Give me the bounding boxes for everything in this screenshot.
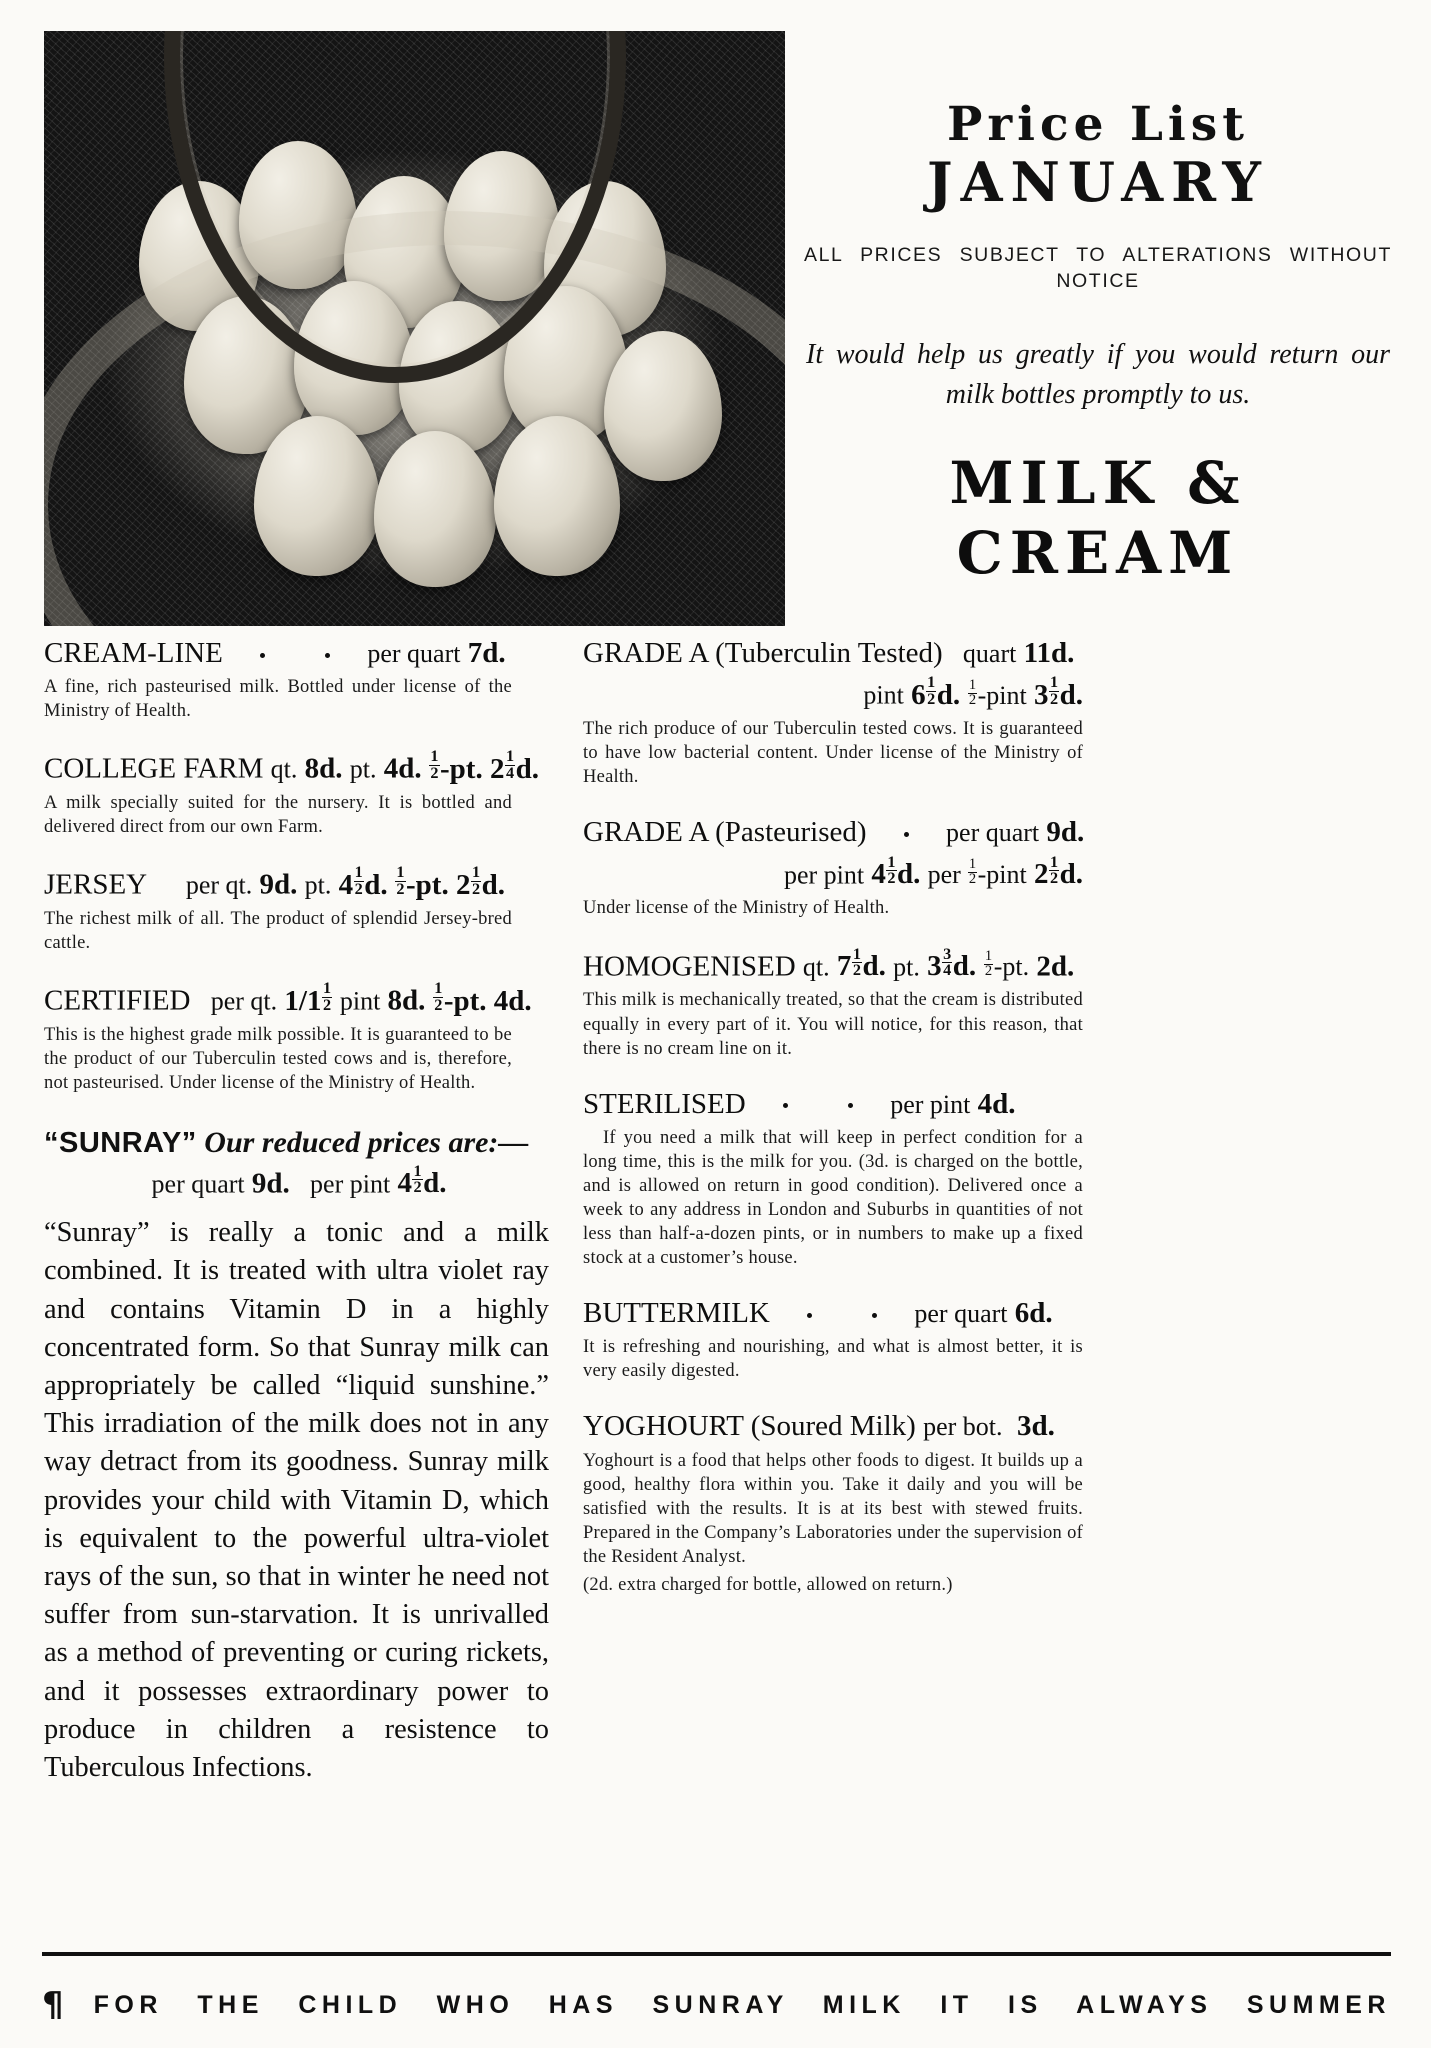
masthead-region <box>0 0 1431 640</box>
sunray-prices: per quart 9d. per pint 4 $\frac{1}{2}$ d. <box>151 1161 447 1200</box>
basket-of-eggs-photo <box>44 31 785 626</box>
sunray-heading <box>44 1126 554 1160</box>
product-name: YOGHOURT (Soured Milk) <box>583 1410 916 1443</box>
price-entry-yoghourt <box>583 1409 1083 1597</box>
right-price-column <box>583 636 1083 1623</box>
price-entry-sunray <box>44 1126 554 1788</box>
section-title-milk: MILK & <box>949 449 1247 518</box>
price-entry-sterilised <box>583 1087 1083 1271</box>
price-entry-heading: BUTTERMILK per quart 6d. <box>583 1297 1053 1330</box>
product-name: BUTTERMILK <box>583 1297 770 1330</box>
price-entry-buttermilk <box>583 1296 1083 1383</box>
price-entry-heading: YOGHOURT (Soured Milk) per bot. 3d. <box>583 1410 1055 1443</box>
masthead-text <box>800 97 1396 588</box>
price-entry-jersey <box>44 865 554 955</box>
price-entry-heading: GRADE A (Pasteurised) per quart 9d. <box>583 816 1085 849</box>
price-columns <box>0 636 1431 1936</box>
product-name: CREAM-LINE <box>44 637 223 669</box>
price-entry-heading: GRADE A (Tuberculin Tested) quart 11d. <box>583 637 1075 669</box>
pilcrow-icon: ¶ <box>42 1985 64 2025</box>
product-description: Under license of the Ministry of Health. <box>583 898 890 919</box>
price-entry-heading: HOMOGENISED qt. 7 $\frac{1}{2}$ d. pt. 3 $\frac{3}{4}$ d. $\frac{1}{2}$ -pt. 2d. <box>583 944 1075 983</box>
product-description-note: (2d. extra charged for bottle, allowed on return.) <box>583 1574 953 1595</box>
product-name: JERSEY <box>44 869 147 902</box>
product-description: Yoghourt is a food that helps other foods to digest. It builds up a good, healthy flora within you. Take it daily and you will be satisfied with the results. It is at its best with stewed fruits. Prepared in the Company’s Laboratories under the supervision of the Resident Analyst. <box>583 1450 1083 1567</box>
price-value: 7d. <box>467 637 506 669</box>
product-name: HOMOGENISED <box>583 950 796 983</box>
product-description: The rich produce of our Tuberculin tested cows. It is guaranteed to have low bacterial content. Under license of the Ministry of Health. <box>583 719 1083 788</box>
leader-dot <box>872 1313 877 1318</box>
product-description: This is the highest grade milk possible. It is guaranteed to be the product of our Tuberculin tested cows and is, therefore, not pasteurised. Under license of the Ministry of Health. <box>44 1025 512 1094</box>
price-entry-heading <box>44 636 554 670</box>
price-entry-heading-line2: per pint 4 $\frac{1}{2}$ d. per $\frac{1}{2}$ -pint 2 $\frac{1}{2}$ d. <box>783 852 1083 891</box>
page-title-month: JANUARY <box>927 150 1269 215</box>
sunray-brand: “SUNRAY” <box>44 1126 197 1159</box>
footer-banner <box>42 1985 1391 2025</box>
sunray-description: “Sunray” is really a tonic and a milk combined. It is treated with ultra violet ray and contains Vitamin D in a highly concentrated form. So that Sunray milk can appropriately be called “liquid sunshine.” This irradiation of the milk does not in any way detract from its goodness. Sunray milk provides your child with Vitamin D, which is equivalent to the powerful ultra-violet rays of the sun, so that in winter he need not suffer from sun-starvation. It is unrivalled as a method of preventing or curing rickets, and it possesses extraordinary power to produce in children a resistence to Tuberculous Infections. <box>44 1217 549 1784</box>
price-entry-certified <box>44 981 554 1095</box>
product-description: A fine, rich pasteurised milk. Bottled under license of the Ministry of Health. <box>44 677 512 722</box>
sunray-lead: Our reduced prices are:— <box>204 1125 529 1159</box>
product-name: CERTIFIED <box>44 985 191 1018</box>
leader-dot <box>783 1103 788 1108</box>
leader-dot <box>904 832 909 837</box>
product-description: The richest milk of all. The product of splendid Jersey-bred cattle. <box>44 909 512 954</box>
leader-dot <box>325 653 330 658</box>
footer-divider <box>42 1952 1391 1956</box>
footer-slogan: FOR THE CHILD WHO HAS SUNRAY MILK IT IS ALWAYS SUMMER <box>93 1990 1391 2019</box>
leader-dot <box>260 653 265 658</box>
product-description: If you need a milk that will keep in perfect condition for a long time, this is the milk for you. (3d. is charged on the bottle, and is allowed on return in good condition). Delivered once a week to any address in London and Suburbs in quantities of not less than half-a-dozen pints, or in numbers to make up a fixed stock at a customer’s house. <box>583 1127 1083 1269</box>
product-name: COLLEGE FARM <box>44 753 264 786</box>
price-entry-heading: JERSEY per qt. 9d. pt. 4 $\frac{1}{2}$ d. $\frac{1}{2}$ -pt. 2 $\frac{1}{2}$ d. <box>44 863 505 902</box>
leader-dot <box>807 1313 812 1318</box>
unit-label: per quart <box>367 639 461 668</box>
price-entry-grade-a-tuberculin <box>583 636 1083 789</box>
price-disclaimer: ALL PRICES SUBJECT TO ALTERATIONS WITHOUT NOTICE <box>804 244 1392 293</box>
price-entry-heading-line2: pint 6 $\frac{1}{2}$ d. $\frac{1}{2}$ -pint 3 $\frac{1}{2}$ d. <box>863 673 1083 711</box>
left-price-column <box>44 636 554 1791</box>
product-name: STERILISED <box>583 1087 746 1120</box>
leader-dot <box>848 1103 853 1108</box>
price-entry-heading: STERILISED per pint 4d. <box>583 1087 1016 1120</box>
product-name: GRADE A (Pasteurised) <box>583 816 867 849</box>
price-entry-grade-a-pasteurised <box>583 815 1083 920</box>
product-name: GRADE A (Tuberculin Tested) <box>583 637 943 669</box>
price-entry-homogenised <box>583 944 1083 1061</box>
section-title-cream: CREAM <box>956 519 1240 588</box>
product-description: This milk is mechanically treated, so that the cream is distributed equally in every part of it. You will notice, for this reason, that there is no cream line on it. <box>583 990 1083 1059</box>
product-description: It is refreshing and nourishing, and what is almost better, it is very easily digested. <box>583 1337 1083 1382</box>
product-description: A milk specially suited for the nursery. It is bottled and delivered direct from our own Farm. <box>44 793 512 838</box>
price-entry-heading: CERTIFIED per qt. 1/1 $\frac{1}{2}$ pint 8d. $\frac{1}{2}$ -pt. 4d. <box>44 979 532 1018</box>
bottle-return-note: It would help us greatly if you would return our milk bottles promptly to us. <box>806 338 1390 410</box>
price-entry-college-farm <box>44 749 554 839</box>
price-entry-heading: COLLEGE FARM qt. 8d. pt. 4d. $\frac{1}{2}$ -pt. 2 $\frac{1}{4}$ d. <box>44 747 539 786</box>
page-title-price-list: Price List <box>947 97 1249 152</box>
price-entry-cream-line <box>44 636 554 723</box>
